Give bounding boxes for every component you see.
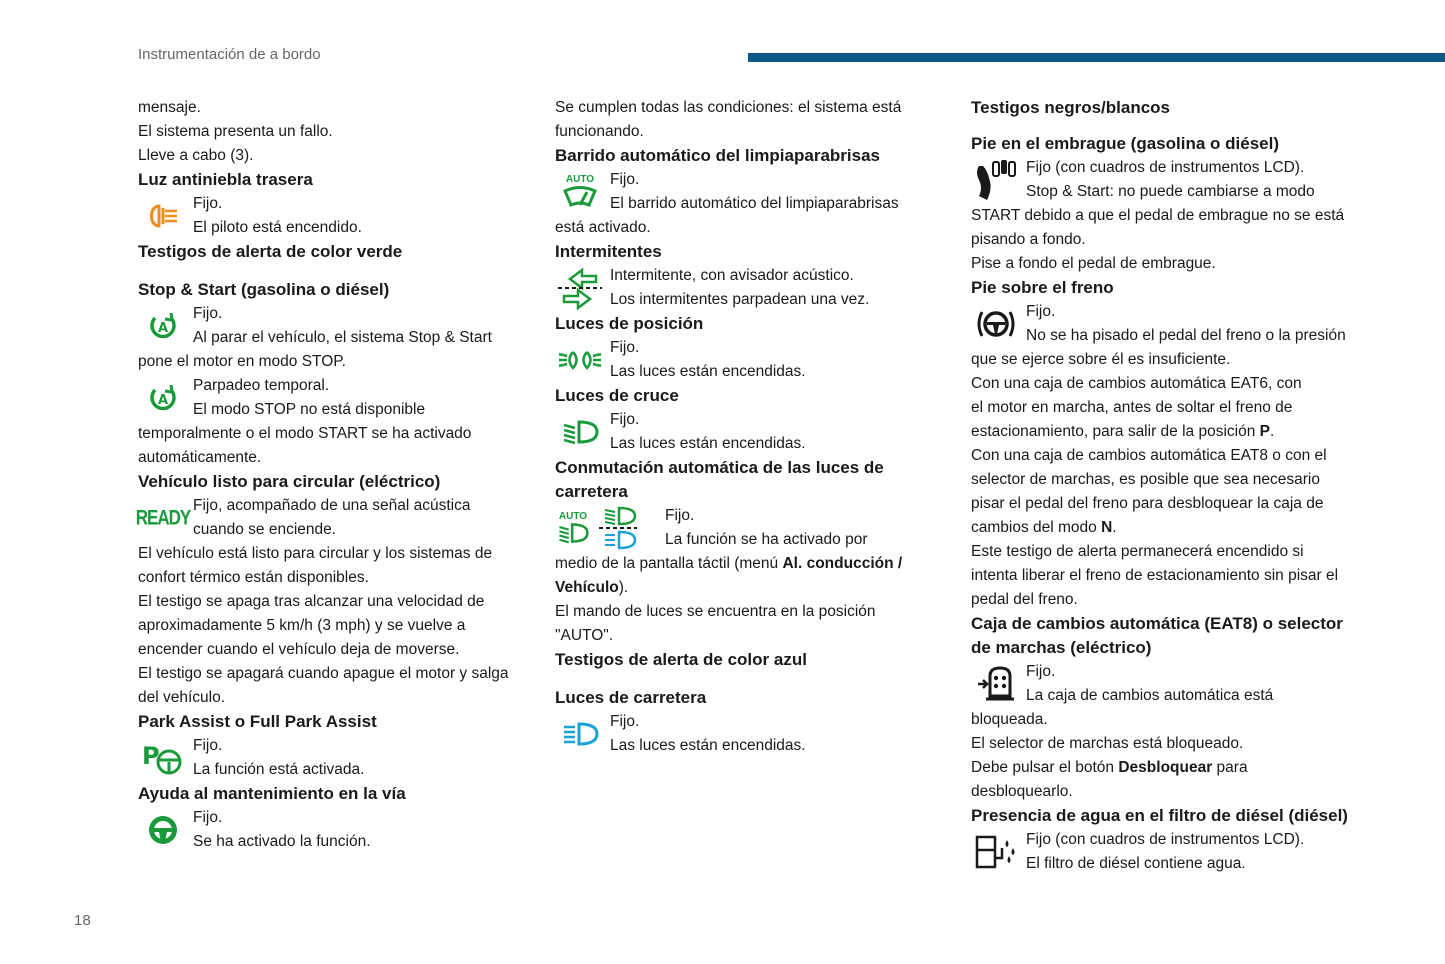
entry-text: que se ejerce sobre él es insuficiente. (971, 351, 1231, 368)
body-text: intenta liberar el freno de estacionamiento sin pisar el (971, 567, 1339, 584)
body-text: selector de marchas, es posible que sea necesario (971, 471, 1320, 488)
entry-text: Fijo. (193, 809, 223, 826)
entry-text: Fijo (con cuadros de instrumentos LCD). (1026, 831, 1305, 848)
entry-text: La función está activada. (193, 761, 365, 778)
ready-entry (135, 494, 533, 542)
body-text: pedal del freno. (971, 591, 1078, 608)
text-run: . (1112, 519, 1117, 536)
auto-low-beam-icon (555, 512, 591, 544)
brake-pedal-icon (971, 302, 1021, 346)
entry-text: Fijo. (1026, 663, 1056, 680)
intro-line: El sistema presenta un fallo. (138, 123, 333, 140)
section-title: Luces de cruce (555, 386, 679, 405)
section-title: Caja de cambios automática (EAT8) o selector (971, 614, 1343, 633)
gear-position: N (1101, 519, 1113, 536)
section-title: Conmutación automática de las luces de (555, 458, 884, 477)
entry-text: Fijo. (1026, 303, 1056, 320)
entry-text: START debido a que el pedal de embrague no se está (971, 207, 1345, 224)
text-run: Debe pulsar el botón (971, 759, 1119, 776)
position-lights-entry (555, 336, 925, 384)
entry-text: Fijo. (193, 195, 223, 212)
body-text: Con una caja de cambios automática EAT8 o con el (971, 447, 1327, 464)
entry-text: Fijo. (610, 171, 640, 188)
entry-text: Las luces están encendidas. (610, 737, 806, 754)
svg-text:A: A (157, 393, 169, 408)
clutch-entry (971, 156, 1371, 276)
entry-text: Fijo. (193, 305, 223, 322)
lane-keeping-entry (138, 806, 533, 854)
entry-text: El modo STOP no está disponible (193, 401, 426, 418)
section-title: Barrido automático del limpiaparabrisas (555, 146, 880, 165)
body-text: del vehículo. (138, 689, 226, 706)
entry-text: cuando se enciende. (193, 521, 337, 538)
entry-text: Se ha activado la función. (193, 833, 371, 850)
entry-text: La función se ha activado por (665, 531, 868, 548)
gear-position: P (1259, 423, 1270, 440)
auto-wiper-icon (555, 170, 605, 214)
intro-line: Lleve a cabo (3). (138, 147, 254, 164)
section-heading: Testigos negros/blancos (971, 98, 1171, 117)
body-text (971, 756, 1371, 780)
text-run: estacionamiento, para salir de la posición (971, 423, 1260, 440)
gearbox-entry (971, 660, 1371, 732)
entry-text: El filtro de diésel contiene agua. (1026, 855, 1246, 872)
entry-text: Los intermitentes parpadean una vez. (610, 291, 870, 308)
entry-text: Stop & Start: no puede cambiarse a modo (1026, 183, 1315, 200)
turn-signal-icon (555, 266, 605, 310)
header-accent-bar (748, 53, 1445, 62)
header-title: Instrumentación de a bordo (138, 46, 321, 63)
menu-path: Vehículo (555, 579, 619, 596)
body-text: encender cuando el vehículo deja de moverse. (138, 641, 460, 658)
section-title: Luces de posición (555, 314, 704, 333)
entry-text: Las luces están encendidas. (610, 435, 806, 452)
text-run: cambios del modo (971, 519, 1102, 536)
high-beam-icon (555, 712, 605, 756)
entry-text: Fijo, acompañado de una señal acústica (193, 497, 471, 514)
section-title: Presencia de agua en el filtro de diésel (diésel) (971, 806, 1348, 825)
entry-text: La caja de cambios automática está (1026, 687, 1274, 704)
stop-start-icon (138, 304, 188, 348)
entry-text: Fijo. (610, 339, 640, 356)
gear-lock-icon (971, 662, 1021, 706)
svg-text:P: P (142, 742, 160, 770)
low-beam-icon (555, 410, 605, 454)
body-text: confort térmico están disponibles. (138, 569, 369, 586)
section-title: Park Assist o Full Park Assist (138, 712, 377, 731)
green-blue-beam-icon (597, 506, 639, 550)
wiper-entry (555, 168, 925, 240)
lane-keeping-icon (138, 808, 188, 852)
section-title: Vehículo listo para circular (eléctrico) (138, 472, 441, 491)
body-text (971, 420, 1371, 444)
clutch-pedal-icon (971, 158, 1021, 202)
entry-text: Intermitente, con avisador acústico. (610, 267, 854, 284)
entry-text: El piloto está encendido. (193, 219, 362, 236)
body-text: El testigo se apaga tras alcanzar una velocidad de (138, 593, 485, 610)
entry-text: Fijo. (610, 713, 640, 730)
body-text: desbloquearlo. (971, 783, 1073, 800)
ready-icon: READY (135, 505, 191, 530)
button-name: Desbloquear (1118, 759, 1213, 776)
intro-line: mensaje. (138, 99, 201, 116)
svg-text:A: A (157, 321, 169, 336)
stop-start-icon (138, 376, 188, 420)
stop-start-entry (138, 302, 533, 374)
entry-text: Pise a fondo el pedal de embrague. (971, 255, 1216, 272)
intro-line: funcionando. (555, 123, 644, 140)
body-text: Con una caja de cambios automática EAT6, con (971, 375, 1302, 392)
entry-text: bloqueada. (971, 711, 1048, 728)
section-title: Pie sobre el freno (971, 278, 1114, 297)
body-text (971, 516, 1371, 540)
body-text: El testigo se apagará cuando apague el motor y salga (138, 665, 509, 682)
text-run: . (1269, 423, 1275, 440)
entry-text: No se ha pisado el pedal del freno o la presión (1026, 327, 1346, 344)
water-in-diesel-entry (971, 828, 1371, 876)
body-text: "AUTO". (555, 627, 614, 644)
entry-text: pisando a fondo. (971, 231, 1086, 248)
rear-fog-entry (138, 192, 533, 240)
body-text (555, 552, 925, 576)
body-text: el motor en marcha, antes de soltar el freno de (971, 399, 1293, 416)
page-number: 18 (74, 912, 91, 929)
body-text: El mando de luces se encuentra en la posición (555, 603, 876, 620)
menu-path: Al. conducción / (782, 555, 903, 572)
entry-text: Parpadeo temporal. (193, 377, 330, 394)
section-title-cont: carretera (555, 482, 628, 501)
auto-label: AUTO (558, 511, 588, 522)
entry-text: El barrido automático del limpiaparabrisas (610, 195, 899, 212)
turn-signal-entry (555, 264, 925, 312)
body-text: Este testigo de alerta permanecerá encendido si (971, 543, 1304, 560)
entry-text: automáticamente. (138, 449, 262, 466)
position-lights-icon (555, 338, 605, 382)
body-text: aproximadamente 5 km/h (3 mph) y se vuelve a (138, 617, 466, 634)
text-run: ). (618, 579, 629, 596)
section-heading: Testigos de alerta de color azul (555, 650, 807, 669)
section-title: Pie en el embrague (gasolina o diésel) (971, 134, 1279, 153)
body-text (555, 576, 925, 600)
auto-label: AUTO (565, 174, 595, 185)
section-title: Intermitentes (555, 242, 662, 261)
rear-fog-icon (138, 194, 188, 238)
section-heading: Testigos de alerta de color verde (138, 242, 403, 261)
intro-line: Se cumplen todas las condiciones: el sistema está (555, 99, 902, 116)
text-run: para (1212, 759, 1248, 776)
column-1 (135, 96, 533, 854)
low-beam-entry (555, 408, 925, 456)
section-title: Luz antiniebla trasera (138, 170, 313, 189)
auto-high-beam-icon (555, 506, 660, 550)
column-3 (971, 96, 1371, 876)
high-beam-entry (555, 710, 925, 758)
text-run: medio de la pantalla táctil (menú (555, 555, 783, 572)
auto-high-beam-entry (555, 504, 925, 552)
brake-entry (971, 300, 1371, 372)
entry-text: Fijo (con cuadros de instrumentos LCD). (1026, 159, 1305, 176)
entry-text: Las luces están encendidas. (610, 363, 806, 380)
entry-text: Fijo. (193, 737, 223, 754)
park-assist-entry (138, 734, 533, 782)
entry-text: está activado. (555, 219, 651, 236)
entry-text: temporalmente o el modo START se ha activado (138, 425, 472, 442)
entry-text: Fijo. (665, 507, 695, 524)
body-text: El vehículo está listo para circular y los sistemas de (138, 545, 493, 562)
entry-text: Fijo. (610, 411, 640, 428)
park-assist-icon (138, 736, 188, 780)
body-text: El selector de marchas está bloqueado. (971, 735, 1244, 752)
section-title: Luces de carretera (555, 688, 707, 707)
section-title-cont: de marchas (eléctrico) (971, 638, 1152, 657)
column-2 (555, 96, 925, 758)
section-title: Stop & Start (gasolina o diésel) (138, 280, 390, 299)
entry-text: pone el motor en modo STOP. (138, 353, 346, 370)
stop-start-flash-entry (138, 374, 533, 470)
section-title: Ayuda al mantenimiento en la vía (138, 784, 406, 803)
body-text: pisar el pedal del freno para desbloquear la caja de (971, 495, 1324, 512)
entry-text: Al parar el vehículo, el sistema Stop & Start (193, 329, 492, 346)
water-in-diesel-icon (971, 830, 1021, 874)
